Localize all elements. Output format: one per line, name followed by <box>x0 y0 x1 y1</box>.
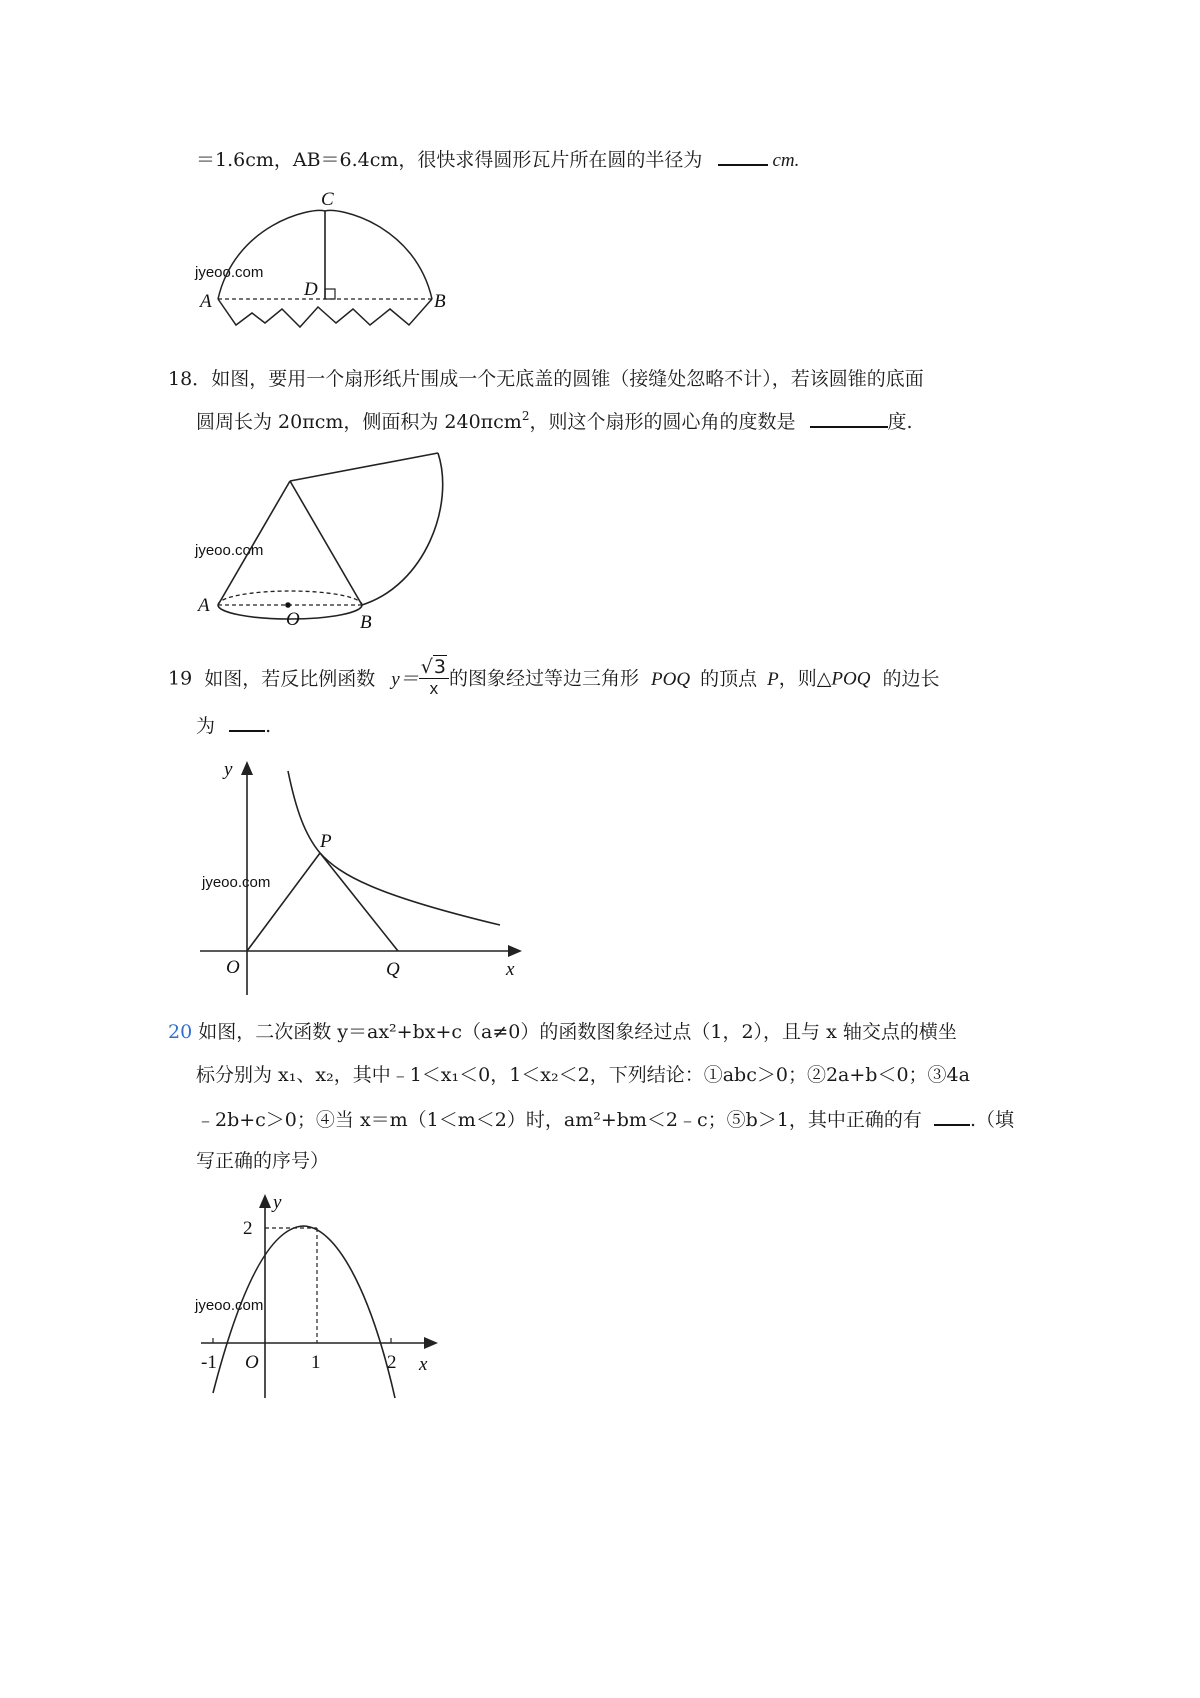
fig20-label-2y: 2 <box>243 1218 253 1239</box>
fig20-label-y: y <box>273 1192 282 1213</box>
fig17-label-c: C <box>321 189 334 210</box>
q20-line4 <box>196 1148 329 1174</box>
q17-unit: cm. <box>772 150 800 171</box>
q20-line3 <box>196 1106 1014 1133</box>
q19-text-1e: 的边长 <box>882 667 940 690</box>
fig17-label-b: B <box>434 291 446 312</box>
fig19-label-x: x <box>506 959 515 980</box>
q17-text: ＝1.6cm，AB＝6.4cm，很快求得圆形瓦片所在圆的半径为 <box>196 149 703 171</box>
q18-line1 <box>168 366 924 392</box>
svg-text:jyeoo.com: jyeoo.com <box>195 542 264 559</box>
q19-p: P <box>767 668 779 690</box>
figure-18-cone-sector <box>190 445 470 640</box>
fig17-label-d: D <box>304 279 318 300</box>
figure-19-hyperbola-triangle <box>200 755 540 1000</box>
q19-text-1a: 如图，若反比例函数 <box>204 667 376 690</box>
q19-text-1b: 的图象经过等边三角形 <box>448 667 639 690</box>
q19-line1 <box>168 658 940 701</box>
q18-text-2b: ，则这个扇形的圆心角的度数是 <box>529 411 796 433</box>
fig19-label-p: P <box>320 831 332 852</box>
svg-text:jyeoo.com: jyeoo.com <box>202 874 271 891</box>
fig19-label-o: O <box>226 957 240 978</box>
q18-number: 18． <box>168 368 212 390</box>
q17-blank[interactable] <box>718 146 768 166</box>
fig18-label-o: O <box>286 609 300 630</box>
q19-frac-den: x <box>429 679 439 698</box>
fig18-label-b: B <box>360 612 372 633</box>
q20-text-4: 写正确的序号） <box>196 1150 330 1172</box>
q18-text-2a: 圆周长为 20πcm，侧面积为 240πcm <box>196 411 522 433</box>
q19-line2: 为 . <box>196 712 271 739</box>
q19-blank[interactable] <box>229 712 265 732</box>
figure-17-circle-tile <box>190 185 460 345</box>
q19-poq-2: POQ <box>831 668 871 690</box>
q20-line2 <box>196 1062 970 1088</box>
svg-text:jyeoo.com: jyeoo.com <box>195 1297 264 1314</box>
q19-number: 19 <box>168 667 193 690</box>
q19-text-2: 为 <box>196 715 216 737</box>
fig20-label-o: O <box>245 1352 259 1373</box>
figure-20-parabola <box>195 1188 445 1408</box>
q19-text-1d: ，则△ <box>778 667 832 690</box>
fig20-label-2x: 2 <box>387 1352 397 1373</box>
q19-fraction: $\frac{√3}{x}$ <box>419 656 449 699</box>
q20-text-3a: ﹣2b+c＞0；④当 x＝m（1＜m＜2）时，am²+bm＜2﹣c；⑤b＞1，其中正确的有 <box>196 1109 922 1131</box>
q20-blank[interactable] <box>934 1106 970 1126</box>
q18-end: 度. <box>887 411 913 433</box>
fig20-label-neg1: -1 <box>201 1352 217 1373</box>
fig17-label-a: A <box>200 291 212 312</box>
q20-number[interactable]: 20 <box>168 1021 193 1043</box>
fig18-label-a: A <box>198 595 210 616</box>
q17-line <box>196 146 799 174</box>
fig19-label-y: y <box>224 759 233 780</box>
q18-blank[interactable] <box>810 408 888 428</box>
q19-poq-1: POQ <box>651 668 691 690</box>
fig20-label-x: x <box>419 1354 428 1375</box>
q19-frac-num: 3 <box>433 656 446 678</box>
q19-y-eq: y＝ <box>391 668 419 690</box>
q19-text-1c: 的顶点 <box>700 667 758 690</box>
fig19-label-q: Q <box>386 959 400 980</box>
q18-line2: 圆周长为 20πcm，侧面积为 240πcm$^2$，则这个扇形的圆心角的度数是 度. <box>196 409 913 433</box>
fig20-label-1: 1 <box>311 1352 321 1373</box>
q18-text-1: 如图，要用一个扇形纸片围成一个无底盖的圆锥（接缝处忽略不计），若该圆锥的底面 <box>211 368 924 390</box>
q20-text-2: 标分别为 x₁、x₂，其中﹣1＜x₁＜0，1＜x₂＜2，下列结论：①abc＞0；②2a+b＜0；③4a <box>196 1064 970 1086</box>
q20-text-1: 如图，二次函数 y＝ax²+bx+c（a≠0）的函数图象经过点（1，2），且与 x 轴交点的横坐 <box>198 1021 957 1043</box>
q20-text-3b: .（填 <box>969 1109 1015 1131</box>
svg-text:jyeoo.com: jyeoo.com <box>195 264 264 281</box>
q20-line1 <box>168 1019 957 1045</box>
